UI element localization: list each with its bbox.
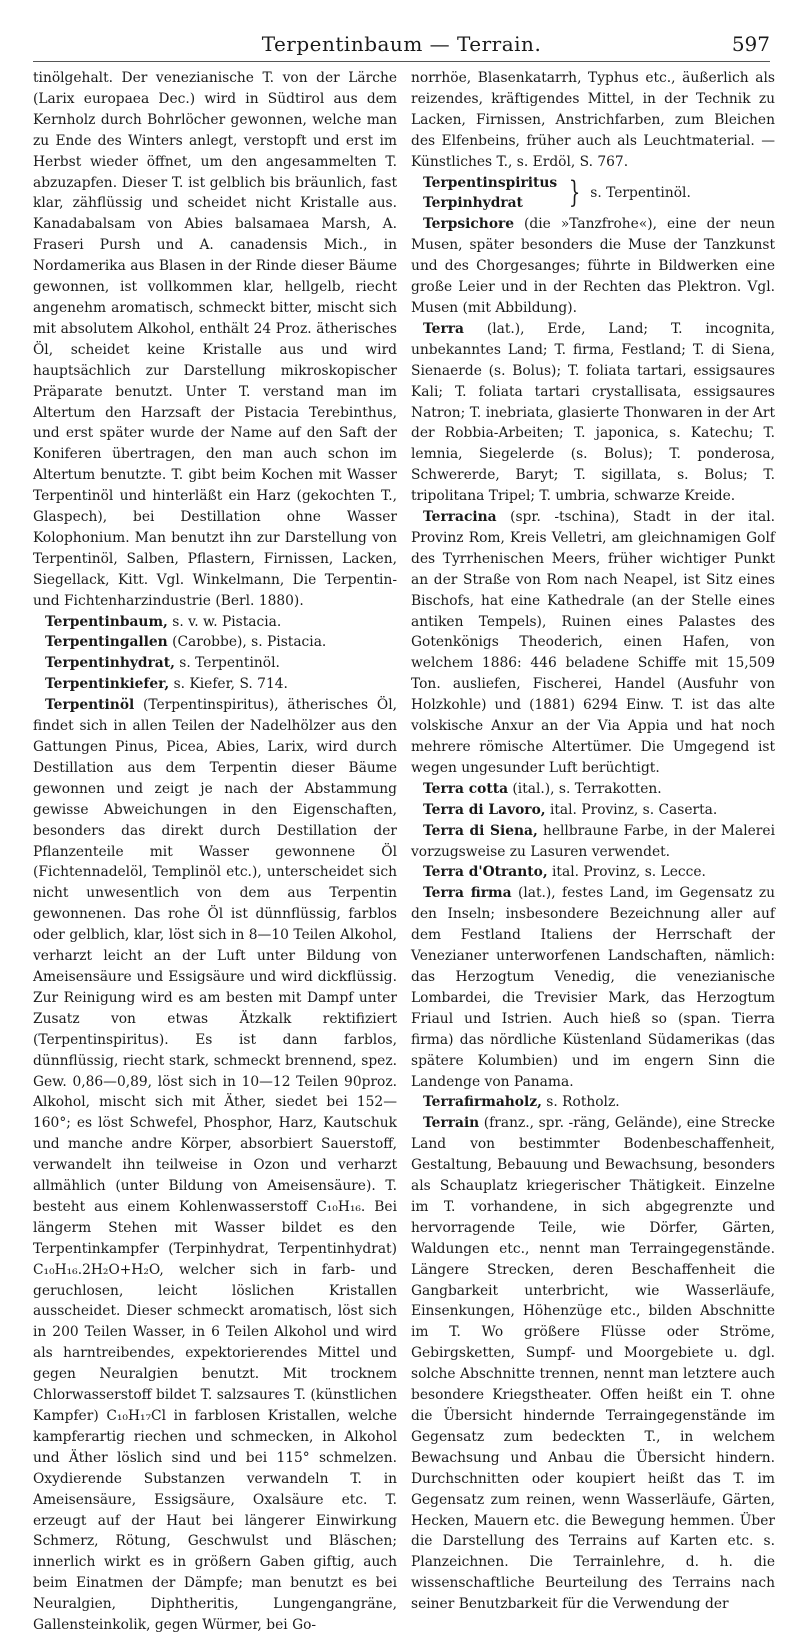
entry-headword: Terra cotta	[423, 780, 509, 797]
dictionary-entry	[411, 821, 775, 863]
dictionary-entry	[411, 214, 775, 319]
entry-headword: Terra d'Otranto,	[423, 864, 548, 881]
text-columns	[33, 68, 775, 1634]
entry-headword: Terpentinkiefer,	[45, 676, 170, 693]
brace-icon: }	[568, 175, 581, 211]
entry-headword: Terra	[423, 320, 464, 337]
entry-text: tinölgehalt. Der venezianische T. von der Lärche (Larix europaea Dec.) wird in Südtirol aus dem Kernholz durch Bohrlöcher gewonnen, welche man zu Ende des Winters anlegt, verstopft und erst im Herbst wieder öffnet, um den angesammelten T. abzuzapfen. Dieser T. ist gelblich bis bräunlich, fast klar, zähflüssig und scheidet nicht Kristalle aus. Kanadabalsam von Abies balsamaea Marsh, A. Fraseri Pursh und A. canadensis Mich., in Nordamerika aus Blasen in der Rinde dieser Bäume gewonnen, ist vollkommen klar, hellgelb, riecht angenehm aromatisch, schmeckt bitter, mischt sich mit absolutem Alkohol, enthält 24 Proz. ätherisches Öl, scheidet keine Kristalle aus und wird hauptsächlich zur Darstellung mikroskopischer Präparate benutzt. Unter T. verstand man im Altertum den Harzsaft der Pistacia Terebinthus, und erst später wurde der Name auf den Saft der Koniferen übertragen, den man auch schon im Altertum benutzte. T. gibt beim Kochen mit Wasser Terpentinöl und hinterläßt ein Harz (gekochten T., Glaspech), bei Destillation ohne Wasser Kolophonium. Man benutzt ihn zur Darstellung von Terpentinöl, Salben, Pflastern, Firnissen, Lacken, Siegellack, Kitt. Vgl. Winkelmann, Die Terpentin- und Fichtenharzindustrie (Berl. 1880).	[33, 70, 397, 609]
right-column	[411, 68, 775, 1613]
entry-headword: Terrain	[423, 1115, 480, 1132]
entry-headword: Terpentinöl	[45, 697, 135, 714]
entry-headword: Terpentinbaum,	[45, 613, 168, 630]
entry-headword: Terra firma	[423, 885, 512, 902]
entry-text: s. Terpentinöl.	[174, 655, 280, 672]
entry-text: s. Rotholz.	[541, 1094, 620, 1111]
dictionary-entry	[411, 1113, 775, 1615]
running-title: Terpentinbaum — Terrain.	[261, 32, 542, 56]
entry-text: (Carobbe), s. Pistacia.	[167, 634, 327, 651]
entry-headword: Terrafirmaholz,	[423, 1094, 542, 1111]
entry-text: s. Kiefer, S. 714.	[169, 676, 288, 693]
dictionary-entry	[33, 695, 397, 1636]
dictionary-entry	[33, 612, 397, 633]
entry-text: (Terpentinspiritus), ätherisches Öl, findet sich in allen Teilen der Nadelhölzer aus den Gattungen Pinus, Picea, Abies, Larix, wird durch Destillation aus dem Terpentin dieser Bäume gewonnen und zeigt je nach der Abstammung gewisse Abweichungen in den Eigenschaften, besonders das direkt durch Destillation der Pflanzenteile mit Wasser gewonnene Öl (Fichtennadelöl, Templinöl etc.), unterscheidet sich nicht unwesentlich von dem aus Terpentin gewonnenen. Das rohe Öl ist dünnflüssig, farblos oder gelblich, klar, löst sich in 8—10 Teilen Alkohol, verharzt leicht an der Luft unter Bildung von Ameisensäure und Essigsäure und wird dickflüssig. Zur Reinigung wird es am besten mit Dampf unter Zusatz von etwas Ätzkalk rektifiziert (Terpentinspiritus). Es ist dann farblos, dünnflüssig, riecht stark, schmeckt brennend, spez. Gew. 0,86—0,89, löst sich in 10—12 Teilen 90proz. Alkohol, mischt sich mit Äther, siedet bei 152—160°; es löst Schwefel, Phosphor, Harz, Kautschuk und manche andre Körper, absorbiert Sauerstoff, verwandelt ihn teilweise in Ozon und verharzt allmählich (unter Bildung von Ameisensäure). T. besteht aus einem Kohlenwasserstoff C₁₀H₁₆. Bei längerm Stehen mit Wasser bildet es den Terpentinkampfer (Terpinhydrat, Terpentinhydrat) C₁₀H₁₆.2H₂O+H₂O, welcher sich in farb- und geruchlosen, leicht löslichen Kristallen ausscheidet. Dieser schmeckt aromatisch, löst sich in 200 Teilen Wasser, in 6 Teilen Alkohol und wird als harntreibendes, expektorierendes Mittel und gegen Neuralgien benutzt. Mit trocknem Chlorwasserstoff bildet T. salzsaures T. (künstlichen Kampfer) C₁₀H₁₇Cl in farblosen Kristallen, welche kampferartig riechen und schmecken, in Alkohol und Äther löslich sind und bei 115° schmelzen. Oxydierende Substanzen verwandeln T. in Ameisensäure, Essigsäure, Oxalsäure etc. T. erzeugt auf der Haut bei längerer Einwirkung Schmerz, Rötung, Geschwulst und Bläschen; innerlich wirkt es in größern Gaben giftig, auch beim Einatmen der Dämpfe; man benutzt es bei Neuralgien, Diphtheritis, Lungengangräne, Gallensteinkolik, gegen Würmer, bei Go-	[33, 697, 397, 1634]
entry-headword: Terpinhydrat	[423, 195, 523, 212]
page-header	[33, 28, 770, 62]
bracket-entry	[423, 173, 775, 215]
entry-headword: Terra di Siena,	[423, 822, 538, 839]
dictionary-entry	[411, 1092, 775, 1113]
entry-headword: Terpentinhydrat,	[45, 655, 175, 672]
entry-text: (ital.), s. Terrakotten.	[508, 780, 662, 797]
entry-headword: Terpentingallen	[45, 634, 168, 651]
entry-headword: Terpsichore	[423, 216, 515, 233]
entry-text: (die »Tanzfrohe«), eine der neun Musen, später besonders die Muse der Tanzkunst und des Chorgesanges; führte in Bildwerken eine große Leier und in der Rechten das Plektron. Vgl. Musen (mit Abbildung).	[411, 216, 775, 316]
bracket-headwords	[423, 173, 557, 215]
entry-text: ital. Provinz, s. Lecce.	[547, 864, 706, 881]
dictionary-entry	[33, 632, 397, 653]
entry-headword: Terracina	[423, 509, 497, 526]
dictionary-entry	[411, 507, 775, 779]
dictionary-entry	[411, 862, 775, 883]
entry-text: (lat.), Erde, Land; T. incognita, unbekanntes Land; T. firma, Festland; T. di Siena, Sienaerde (s. Bolus); T. foliata tartari, essigsaures Kali; T. foliata tartari crystallisata, essigsaures Natron; T. inebriata, glasierte Thonwaren in der Art der Robbia-Arbeiten; T. japonica, s. Katechu; T. lemnia, Siegelerde (s. Bolus); T. ponderosa, Schwererde, Baryt; T. sigillata, s. Bolus; T. tripolitana Tripel; T. umbria, schwarze Kreide.	[411, 320, 775, 505]
entry-text: s. Terpentinöl.	[590, 184, 691, 201]
page-number: 597	[731, 32, 770, 56]
entry-text: hellbraune Farbe, in der Malerei vorzugsweise zu Lasuren verwendet.	[411, 822, 775, 860]
entry-text: s. v. w. Pistacia.	[167, 613, 282, 630]
left-column	[33, 68, 397, 1634]
entry-headword: Terpentinspiritus	[423, 174, 558, 191]
entry-text: (spr. -tschina), Stadt in der ital. Provinz Rom, Kreis Velletri, am gleichnamigen Golf des Tyrrhenischen Meers, früher wichtiger Punkt an der Straße von Rom nach Neapel, ist Sitz eines Bischofs, hat eine Kathedrale (an der Stelle eines antiken Tempels), Ruinen eines Palastes des Gotenkönigs Theoderich, einen Hafen, von welchem 1886: 446 beladene Schiffe mit 15,509 Ton. ausliefen, Fischerei, Handel (Ausfuhr von Holzkohle) und (1881) 6294 Einw. T. ist das alte volskische Anxur an der Via Appia und hat noch mehrere römische Altertümer. Die Umgegend ist wegen ungesunder Luft berüchtigt.	[411, 509, 775, 776]
dictionary-entry	[411, 883, 775, 1092]
dictionary-entry	[33, 674, 397, 695]
dictionary-entry	[411, 779, 775, 800]
entry-text: norrhöe, Blasenkatarrh, Typhus etc., äußerlich als reizendes, kräftigendes Mittel, in der Technik zu Lacken, Firnissen, Anstrichfarben, zum Bleichen des Elfenbeins, früher auch als Leuchtmaterial. —Künstliches T., s. Erdöl, S. 767.	[411, 70, 775, 170]
entry-text: ital. Provinz, s. Caserta.	[545, 801, 718, 818]
entry-continuation	[33, 68, 397, 612]
entry-text: (franz., spr. -räng, Gelände), eine Strecke Land von bestimmter Bodenbeschaffenheit, Gestaltung, Bebauung und Bewachsung, besonders als Schauplatz kriegerischer Thätigkeit. Einzelne im T. vorhandene, in sich abgegrenzte und hervorragende Teile, wie Dörfer, Gärten, Waldungen etc., nennt man Terraingegenstände. Längere Strecken, deren Beschaffenheit die Gangbarkeit unterbricht, wie Wasserläufe, Einsenkungen, Höhenzüge etc., bilden Abschnitte im T. Wo größere Flüsse oder Ströme, Gebirgsketten, Sumpf- und Moorgebiete u. dgl. solche Abschnitte trennen, nennt man letztere auch besondere Kriegstheater. Offen heißt ein T. ohne die Übersicht hindernde Terraingegenstände im Gegensatz zum bedeckten T., in welchem Bewachsung und Anbau die Übersicht hindern. Durchschnitten oder koupiert heißt das T. im Gegensatz zum reinen, wenn Wasserläufe, Gärten, Hecken, Mauern etc. die Bewegung hemmen. Über die Darstellung des Terrains auf Karten etc. s. Planzeichnen. Die Terrainlehre, d. h. die wissenschaftliche Beurteilung des Terrains nach seiner Benutzbarkeit für die Verwendung der	[411, 1115, 775, 1613]
dictionary-entry	[33, 653, 397, 674]
entry-headword: Terra di Lavoro,	[423, 801, 546, 818]
entry-text: (lat.), festes Land, im Gegensatz zu den Inseln; insbesondere Bezeichnung aller auf dem Festland Italiens der Herrschaft der Venezianer unterworfenen Landschaften, nämlich: das Herzogtum Venedig, die venezianische Lombardei, die Trevisier Mark, das Herzogtum Friaul und Istrien. Auch hieß so (span. Tierra firma) das nördliche Küstenland Südamerikas (das spätere Kolumbien) und im engern Sinn die Landenge von Panama.	[411, 885, 775, 1090]
dictionary-entry	[411, 319, 775, 507]
header-divider	[33, 61, 770, 62]
entry-continuation	[411, 68, 775, 173]
dictionary-entry	[411, 800, 775, 821]
